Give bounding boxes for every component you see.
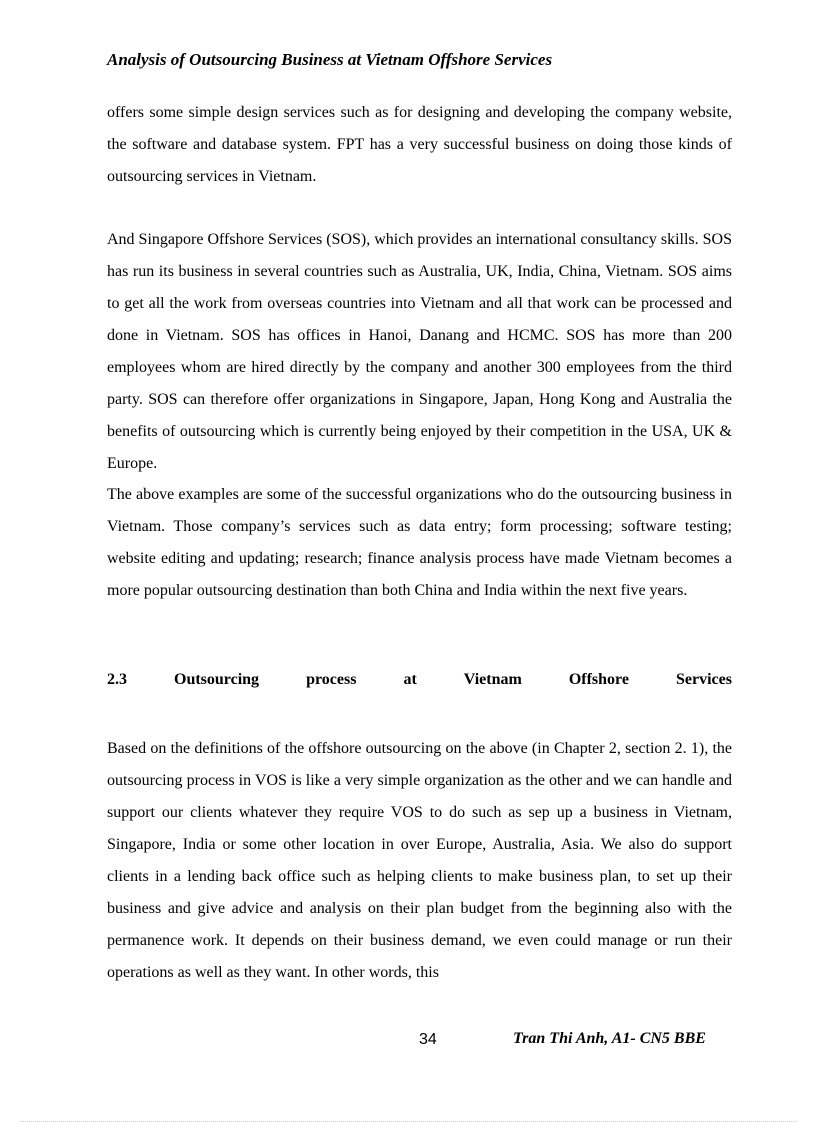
running-header-title: Analysis of Outsourcing Business at Vietnam Offshore Services bbox=[107, 50, 553, 69]
paragraph-examples-summary: The above examples are some of the successful organizations who do the outsourcing business in Vietnam. Those company’s services such as data entry; form processing; software testing; website editing and updating; research; finance analysis process have made Vietnam becomes a more popular outsourcing destination than both China and India within the next five years. bbox=[107, 486, 732, 599]
section-number: 2.3 bbox=[107, 671, 127, 688]
section-heading bbox=[107, 671, 732, 689]
section-title-word: at bbox=[403, 671, 417, 688]
paragraph-vos-process: Based on the definitions of the offshore outsourcing on the above (in Chapter 2, section 2. 1), the outsourcing process in VOS is like a very simple organization as the other and we can handle and support our clients whatever they require VOS to do such as sep up a business in Vietnam, Singapore, India or some other location in over Europe, Australia, Asia. We also do support clients in a lending back office such as helping clients to make business plan, to set up their business and give advice and analysis on their plan budget from the beginning also with the permanence work. It depends on their business demand, we even could manage or run their operations as well as they want. In other words, this bbox=[107, 740, 732, 981]
footer-author: Tran Thi Anh, A1- CN5 BBE bbox=[513, 1030, 706, 1047]
section-title-word: Vietnam bbox=[463, 671, 522, 688]
section-title-word: Services bbox=[675, 671, 732, 688]
page-number: 34 bbox=[419, 1031, 437, 1048]
paragraph-sos-overview: And Singapore Offshore Services (SOS), which provides an international consultancy skills. SOS has run its business in several countries such as Australia, UK, India, China, Vietnam. SOS aims to get all the work from overseas countries into Vietnam and all that work can be processed and done in Vietnam. SOS has offices in Hanoi, Danang and HCMC. SOS has more than 200 employees whom are hired directly by the company and another 300 employees from the third party. SOS can therefore offer organizations in Singapore, Japan, Hong Kong and Australia the benefits of outsourcing which is currently being enjoyed by their competition in the USA, UK & Europe. bbox=[107, 231, 732, 472]
section-title-word: process bbox=[306, 671, 357, 688]
page-bottom-edge-divider bbox=[20, 1121, 796, 1122]
paragraph-fpt-services: offers some simple design services such as for designing and developing the company website, the software and database system. FPT has a very successful business on doing those kinds of outsourcing services in Vietnam. bbox=[107, 104, 732, 185]
section-title-word: Outsourcing bbox=[174, 671, 260, 688]
section-title-word: Offshore bbox=[568, 671, 629, 688]
